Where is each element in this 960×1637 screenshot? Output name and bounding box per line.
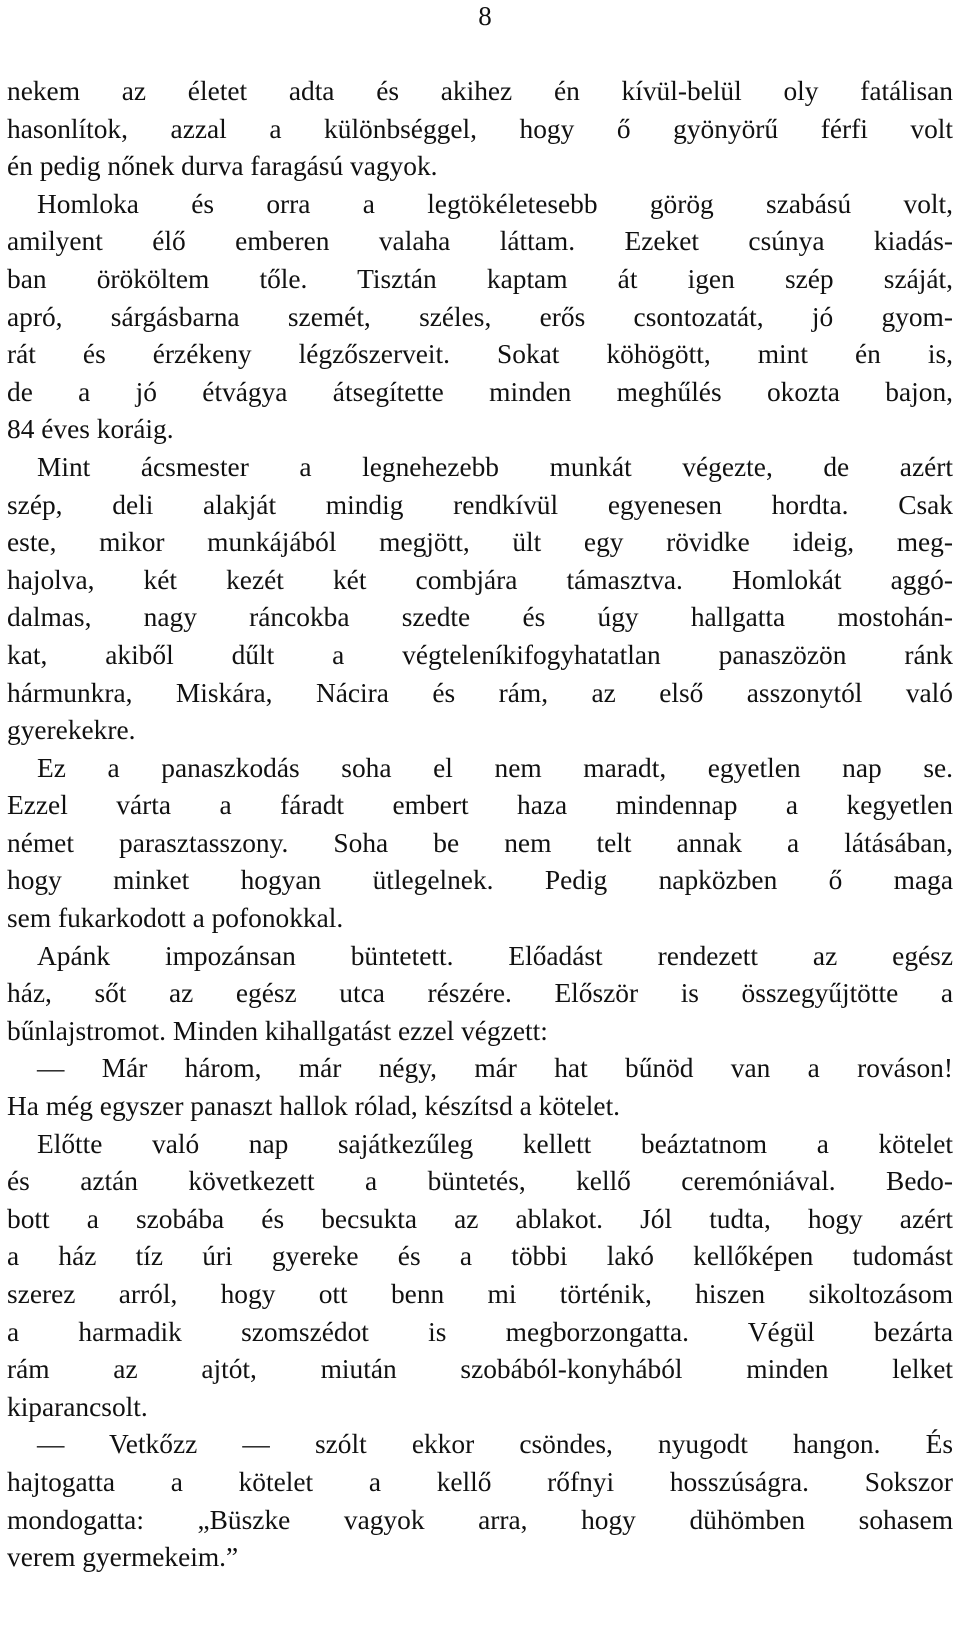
text-line: bott a szobába és becsukta az ablakot. Jól tudta, hogy azért (7, 1203, 953, 1234)
text-line: dalmas, nagy ráncokba szedte és úgy hallgatta mostohán- (7, 602, 953, 633)
text-line: hogy minket hogyan ütlegelnek. Pedig napközben ő maga (7, 865, 953, 896)
page-number: 8 (478, 1, 492, 31)
text-line: — Már három, már négy, már hat bűnöd van a rováson! (37, 1053, 953, 1084)
text-line: hasonlítok, azzal a különbséggel, hogy ő gyönyörű férfi volt (7, 113, 953, 144)
paragraph (7, 1126, 953, 1427)
paragraph (7, 1426, 953, 1576)
text-line: hármunkra, Miskára, Nácira és rám, az első asszonytól való (7, 677, 953, 708)
text-line: én pedig nőnek durva faragású vagyok. (7, 151, 438, 182)
text-line: kat, akiből dűlt a végteleníkifogyhatatlan panaszözön ránk (7, 639, 953, 670)
text-line: Előtte való nap sajátkezűleg kellett beáztatnom a kötelet (37, 1128, 953, 1159)
paragraph (7, 938, 953, 1051)
text-line: de a jó étvágya átsegítette minden meghűlés okozta bajon, (7, 376, 953, 407)
text-line: bűnlajstromot. Minden kihallgatást ezzel végzett: (7, 1015, 548, 1046)
text-line: rát és érzékeny légzőszerveit. Sokat köhögött, mint én is, (7, 339, 953, 370)
text-line: ház, sőt az egész utca részére. Először is összegyűjtötte a (7, 978, 953, 1009)
text-line: a harmadik szomszédot is megborzongatta. Végül bezárta (7, 1316, 953, 1347)
text-line: 84 éves koráig. (7, 414, 174, 445)
text-line: Apánk impozánsan büntetett. Előadást rendezett az egész (37, 940, 953, 971)
text-line: apró, sárgásbarna szemét, széles, erős csontozatát, jó gyom- (7, 301, 953, 332)
text-line: hajtogatta a kötelet a kellő rőfnyi hosszúságra. Sokszor (7, 1466, 953, 1497)
text-line: gyerekekre. (7, 715, 136, 746)
paragraph (7, 73, 953, 186)
text-line: este, mikor munkájából megjött, ült egy rövidke ideig, meg- (7, 527, 953, 558)
text-line: szép, deli alakját mindig rendkívül egyenesen hordta. Csak (7, 489, 953, 520)
text-line: Ha még egyszer panaszt hallok rólad, készítsd a kötelet. (7, 1091, 621, 1122)
text-line: hajolva, két kezét két combjára támasztva. Homlokát aggó- (7, 564, 953, 595)
text-line: — Vetkőzz — szólt ekkor csöndes, nyugodt hangon. És (37, 1429, 953, 1460)
text-line: és aztán következett a büntetés, kellő ceremóniával. Bedo- (7, 1166, 953, 1197)
text-line: rám az ajtót, miután szobából-konyhából minden lelket (7, 1354, 953, 1385)
text-line: kiparancsolt. (7, 1391, 148, 1422)
text-line: mondogatta: „Büszke vagyok arra, hogy dühömben sohasem (7, 1504, 953, 1535)
paragraph (7, 750, 953, 938)
text-line: nekem az életet adta és akihez én kívül-belül oly fatálisan (7, 76, 953, 106)
text-line: Ez a panaszkodás soha el nem maradt, egyetlen nap se. (37, 752, 953, 783)
text-line: verem gyermekeim.” (7, 1542, 239, 1573)
text-line: amilyent élő emberen valaha láttam. Ezeket csúnya kiadás- (7, 226, 953, 257)
text-line: a ház tíz úri gyereke és a többi lakó kellőképen tudomást (7, 1241, 953, 1272)
text-line: Homloka és orra a legtökéletesebb görög szabású volt, (37, 188, 953, 219)
text-line: Ezzel várta a fáradt embert haza mindennap a kegyetlen (7, 790, 953, 821)
paragraph (7, 1050, 953, 1125)
text-line: német parasztasszony. Soha be nem telt annak a látásában, (7, 827, 953, 858)
text-line: sem fukarkodott a pofonokkal. (7, 903, 344, 934)
paragraph (7, 186, 953, 449)
text-line: Mint ácsmester a legnehezebb munkát végezte, de azért (37, 451, 953, 482)
text-line: ban örököltem tőle. Tisztán kaptam át igen szép száját, (7, 263, 953, 294)
text-line: szerez arról, hogy ott benn mi történik, hiszen sikoltozásom (7, 1279, 953, 1309)
paragraph (7, 449, 953, 750)
text-body (7, 73, 953, 1577)
